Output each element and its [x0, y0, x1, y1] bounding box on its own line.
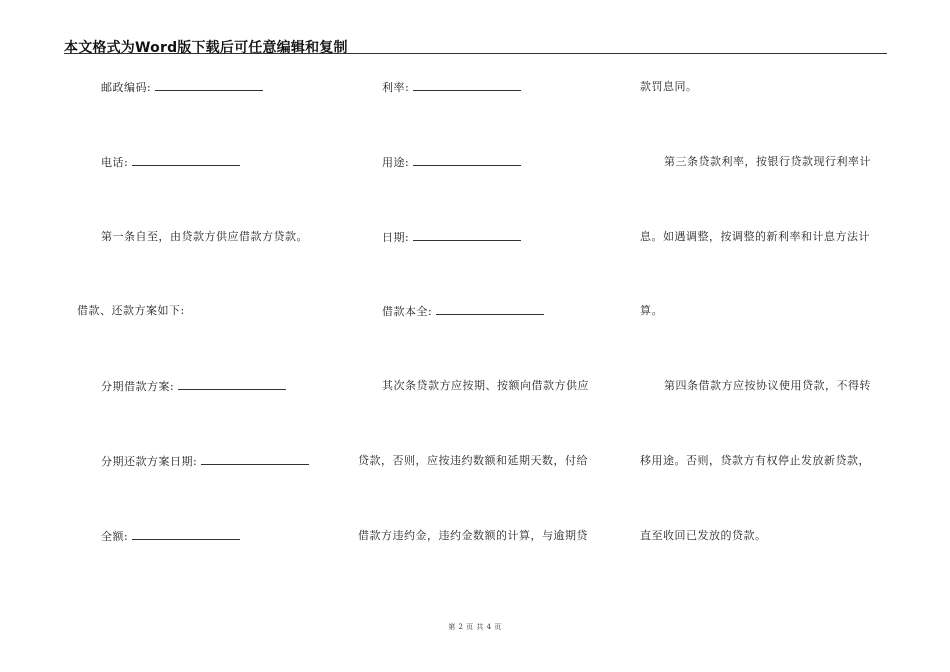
postcode-field	[101, 80, 263, 95]
installment-plan-field	[101, 379, 286, 394]
installment-plan-blank	[178, 379, 286, 390]
principal-field	[382, 304, 544, 319]
installment-repay-date-label: 分期还款方案日期:	[101, 455, 198, 468]
amount-blank	[132, 529, 240, 540]
column-3-line-1: 款罚息同。	[640, 80, 698, 93]
plan-intro-text: 借款、还款方案如下:	[77, 304, 185, 317]
column-3-line-2: 第三条贷款利率，按银行贷款现行利率计	[664, 155, 871, 168]
article-2-line-1: 其次条贷款方应按期、按额向借款方供应	[382, 379, 589, 392]
article-2-line-2: 贷款，否则，应按违约数额和延期天数，付给	[358, 454, 588, 467]
phone-blank	[132, 155, 240, 166]
purpose-field	[382, 155, 521, 170]
phone-label: 电话:	[101, 156, 129, 169]
postcode-label: 邮政编码:	[101, 81, 152, 94]
principal-blank	[436, 304, 544, 315]
installment-repay-date-field	[101, 454, 309, 469]
principal-label: 借款本全:	[382, 305, 433, 318]
header-divider	[64, 53, 887, 54]
document-header-title: 本文格式为Word版下载后可任意编辑和复制	[64, 40, 348, 56]
page-number: 第 2 页 共 4 页	[448, 623, 502, 631]
amount-field	[101, 529, 240, 544]
article-2-line-3: 借款方违约金，违约金数额的计算，与逾期贷	[358, 529, 588, 542]
article-1-text: 第一条自至，由贷款方供应借款方贷款。	[101, 230, 308, 243]
date-field	[382, 230, 521, 245]
installment-plan-label: 分期借款方案:	[101, 380, 175, 393]
rate-blank	[413, 80, 521, 91]
date-blank	[413, 230, 521, 241]
column-3-line-3: 息。如遇调整，按调整的新利率和计息方法计	[640, 230, 870, 243]
installment-repay-date-blank	[201, 454, 309, 465]
column-3-line-5: 第四条借款方应按协议使用贷款，不得转	[664, 379, 871, 392]
phone-field	[101, 155, 240, 170]
purpose-label: 用途:	[382, 156, 410, 169]
rate-label: 利率:	[382, 81, 410, 94]
amount-label: 全额:	[101, 530, 129, 543]
date-label: 日期:	[382, 231, 410, 244]
column-3-line-6: 移用途。否则，贷款方有权停止发放新贷款，	[640, 454, 870, 467]
postcode-blank	[155, 80, 263, 91]
column-3-line-7: 直至收回已发放的贷款。	[640, 529, 767, 542]
purpose-blank	[413, 155, 521, 166]
column-3-line-4: 算。	[640, 304, 663, 317]
rate-field	[382, 80, 521, 95]
